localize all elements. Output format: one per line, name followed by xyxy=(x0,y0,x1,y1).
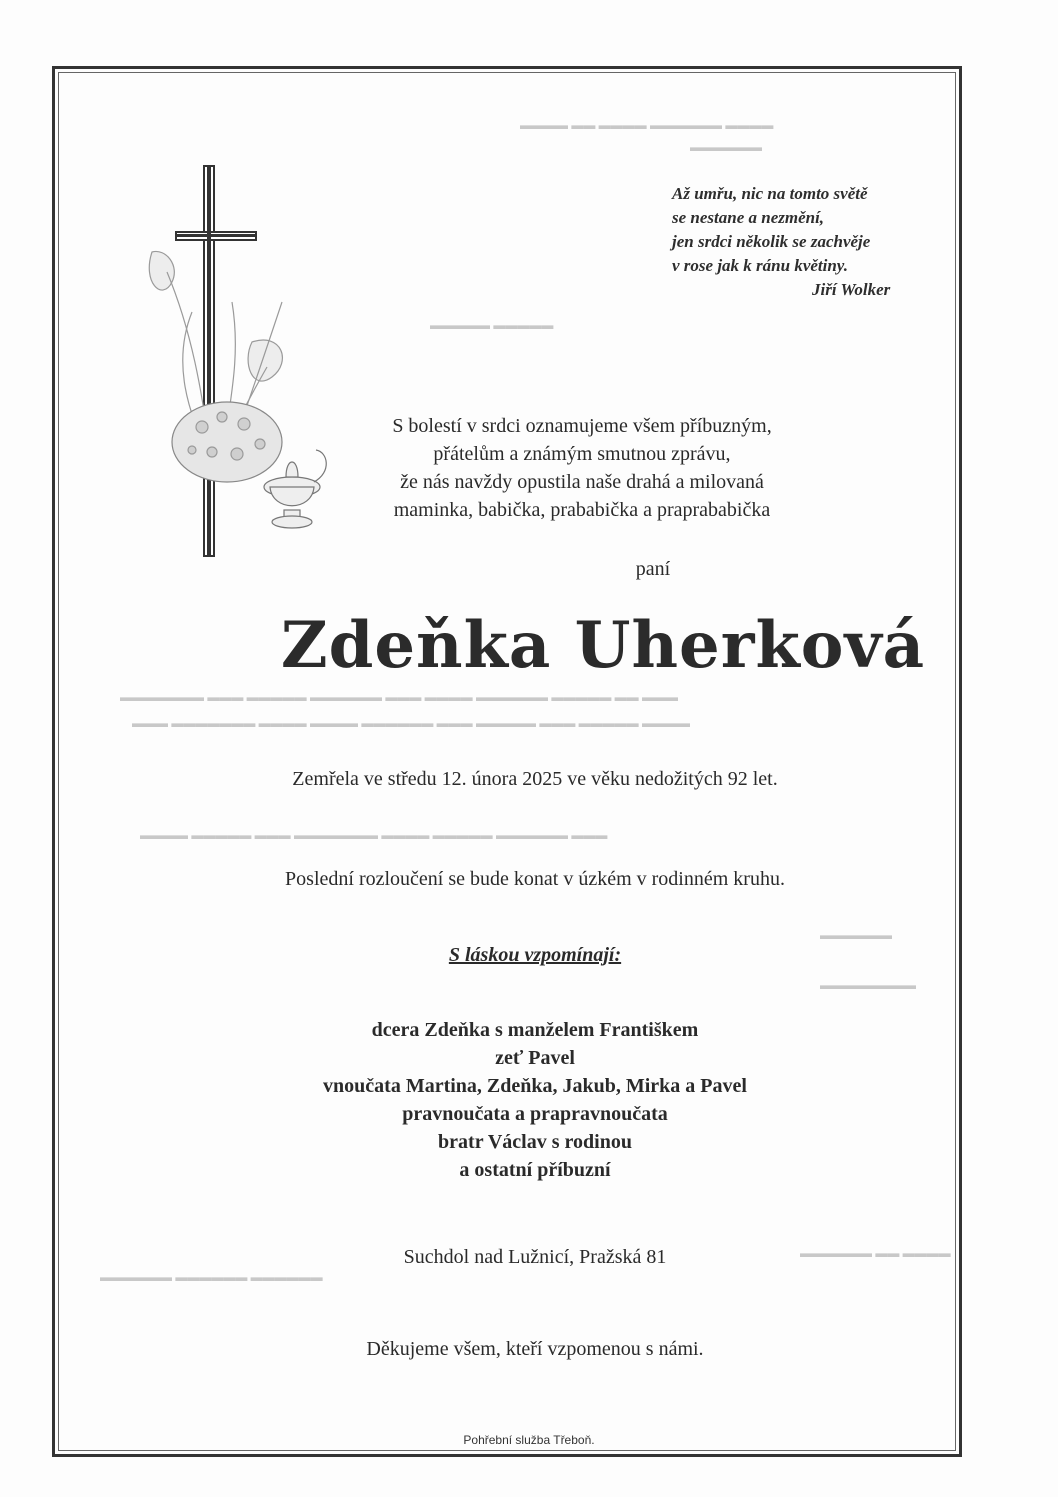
mourner-line: dcera Zdeňka s manželem Františkem xyxy=(371,1019,699,1041)
honorific: paní xyxy=(635,558,671,580)
footer-funeral-service: Pohřební služba Třeboň. xyxy=(463,1433,595,1447)
announcement-line: že nás navždy opustila naše drahá a milovaná xyxy=(400,471,764,493)
address: Suchdol nad Lužnicí, Pražská 81 xyxy=(403,1246,667,1268)
death-notice: Zemřela ve středu 12. února 2025 ve věku nedožitých 92 let. xyxy=(292,768,778,790)
mourner-line: zeť Pavel xyxy=(495,1047,575,1069)
mourner-line: pravnoučata a prapravnoučata xyxy=(402,1103,668,1125)
mourners-heading: S láskou vzpomínají: xyxy=(448,944,622,966)
mourner-line: vnoučata Martina, Zdeňka, Jakub, Mirka a Pavel xyxy=(323,1075,747,1097)
poem-author: Jiří Wolker xyxy=(812,280,891,299)
mourner-line: bratr Václav s rodinou xyxy=(438,1131,632,1153)
poem-line: Až umřu, nic na tomto světě xyxy=(672,184,868,203)
poem-line: jen srdci několik se zachvěje xyxy=(672,232,871,251)
mourners-list xyxy=(6,1016,1058,1184)
thanks-note: Děkujeme všem, kteří vzpomenou s námi. xyxy=(366,1338,704,1360)
deceased-name: Zdeňka Uherková xyxy=(280,608,926,683)
announcement-line: přátelům a známým smutnou zprávu, xyxy=(433,443,731,465)
announcement xyxy=(174,412,990,524)
poem xyxy=(672,182,890,302)
mourner-line: a ostatní příbuzní xyxy=(459,1159,611,1181)
announcement-line: maminka, babička, prababička a praprababička xyxy=(393,499,771,521)
announcement-line: S bolestí v srdci oznamujeme všem příbuzným, xyxy=(392,415,772,437)
poem-line: se nestane a nezmění, xyxy=(672,208,825,227)
poem-line: v rose jak k ránu květiny. xyxy=(672,256,848,275)
farewell-notice: Poslední rozloučení se bude konat v úzkém v rodinném kruhu. xyxy=(285,868,785,890)
